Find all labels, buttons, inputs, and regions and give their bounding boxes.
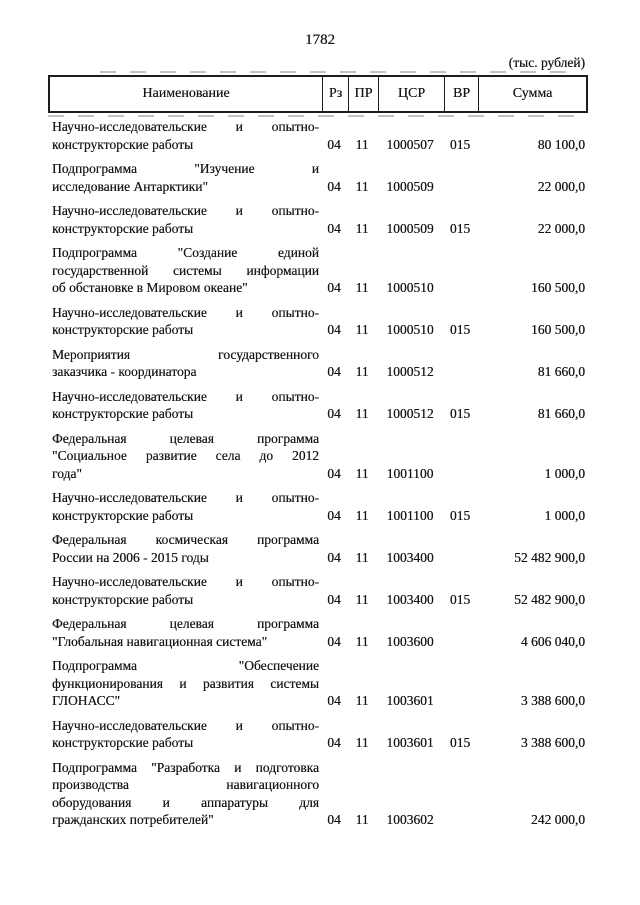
row-sum-value: 22 000,0 <box>537 220 585 236</box>
row-rz-code: 04 <box>327 220 341 236</box>
row-rz-code: 04 <box>327 406 341 421</box>
row-rz-code: 04 <box>327 549 341 565</box>
row-pr-code: 11 <box>355 591 369 607</box>
row-vr-code: 015 <box>449 406 471 421</box>
row-rz-code: 04 <box>327 280 341 295</box>
row-sum-value: 80 100,0 <box>537 136 585 152</box>
row-name <box>48 118 321 153</box>
row-name <box>48 531 321 566</box>
row-pr-code: 11 <box>355 178 369 194</box>
row-pr-code: 11 <box>355 549 369 565</box>
row-rz-code: 04 <box>327 591 341 607</box>
row-pr-code: 11 <box>355 322 369 337</box>
row-name-line: государственной системы информации <box>52 262 319 278</box>
row-name-line: гражданских потребителей" <box>52 812 214 827</box>
row-name <box>48 346 321 381</box>
row-name <box>48 717 321 752</box>
row-vr-code: 015 <box>449 591 471 607</box>
row-csr-code: 1000507 <box>386 136 434 152</box>
page-number: 1782 <box>305 32 335 48</box>
row-rz-code: 04 <box>327 178 341 194</box>
column-header-rz: Рз <box>323 77 349 111</box>
row-pr-code: 11 <box>355 633 369 649</box>
row-name <box>48 573 321 608</box>
row-sum-value: 1 000,0 <box>544 465 585 481</box>
row-csr-code: 1000512 <box>386 364 434 379</box>
row-name-line: исследование Антарктики" <box>52 178 208 194</box>
row-rz-code: 04 <box>327 735 341 750</box>
row-name-line: Мероприятия государственного <box>52 346 319 362</box>
row-pr-code: 11 <box>355 465 369 481</box>
row-rz-code: 04 <box>327 507 341 523</box>
row-name <box>48 759 321 829</box>
row-pr-code: 11 <box>355 364 369 379</box>
row-csr-code: 1000510 <box>386 322 434 337</box>
row-rz-code: 04 <box>327 812 341 827</box>
row-csr-code: 1001100 <box>386 507 434 523</box>
row-csr-code: 1003601 <box>386 693 434 708</box>
table-row <box>48 304 588 339</box>
row-sum-value: 4 606 040,0 <box>520 633 585 649</box>
row-name <box>48 430 321 483</box>
table-row <box>48 615 588 650</box>
row-name <box>48 388 321 423</box>
row-name-line: Федеральная космическая программа <box>52 532 319 547</box>
row-name-line: конструкторские работы <box>52 591 194 607</box>
row-name-line: конструкторские работы <box>52 507 194 523</box>
table-row <box>48 346 588 381</box>
row-name-line: "Социальное развитие села до 2012 <box>52 448 319 463</box>
row-name <box>48 657 321 710</box>
row-sum-value: 81 660,0 <box>537 406 585 421</box>
row-name-line: года" <box>52 465 82 481</box>
column-header-vr: ВР <box>445 77 479 111</box>
row-sum-value: 1 000,0 <box>544 507 585 523</box>
row-name-line: Научно-исследовательские и опытно- <box>52 388 319 404</box>
row-rz-code: 04 <box>327 465 341 481</box>
table-row <box>48 489 588 524</box>
row-pr-code: 11 <box>355 812 369 827</box>
row-name-line: Научно-исследовательские и опытно- <box>52 304 319 320</box>
row-pr-code: 11 <box>355 735 369 750</box>
row-name-line: конструкторские работы <box>52 136 194 152</box>
row-vr-code: 015 <box>449 735 471 750</box>
table-row <box>48 531 588 566</box>
row-rz-code: 04 <box>327 364 341 379</box>
row-name <box>48 202 321 237</box>
row-name-line: Федеральная целевая программа <box>52 430 319 446</box>
table-row <box>48 388 588 423</box>
table-row <box>48 717 588 752</box>
row-rz-code: 04 <box>327 136 341 152</box>
row-name-line: Научно-исследовательские и опытно- <box>52 203 319 218</box>
row-sum-value: 52 482 900,0 <box>514 549 585 565</box>
table-row <box>48 160 588 195</box>
row-name-line: Научно-исследовательские и опытно- <box>52 717 319 733</box>
row-name-line: Научно-исследовательские и опытно- <box>52 119 319 134</box>
row-name-line: оборудования и аппаратуры для <box>52 794 319 810</box>
row-rz-code: 04 <box>327 633 341 649</box>
table-row <box>48 430 588 483</box>
row-vr-code: 015 <box>449 322 471 337</box>
scan-artifact-bottom <box>48 115 588 117</box>
row-rz-code: 04 <box>327 693 341 708</box>
row-sum-value: 160 500,0 <box>531 280 585 295</box>
table-row <box>48 202 588 237</box>
row-name-line: функционирования и развития системы <box>52 675 319 691</box>
row-name-line: Подпрограмма "Изучение и <box>52 161 319 176</box>
scan-artifact-top <box>100 71 572 73</box>
row-sum-value: 3 388 600,0 <box>520 693 585 708</box>
row-name-line: Федеральная целевая программа <box>52 616 319 631</box>
table-row <box>48 244 588 297</box>
row-rz-code: 04 <box>327 322 341 337</box>
row-name-line: Научно-исследовательские и опытно- <box>52 490 319 505</box>
row-pr-code: 11 <box>355 220 369 236</box>
row-name <box>48 615 321 650</box>
row-sum-value: 52 482 900,0 <box>514 591 585 607</box>
row-name <box>48 160 321 195</box>
row-csr-code: 1003600 <box>386 633 434 649</box>
row-csr-code: 1003601 <box>386 735 434 750</box>
row-csr-code: 1000509 <box>386 220 434 236</box>
table-body <box>48 118 588 829</box>
row-sum-value: 3 388 600,0 <box>520 735 585 750</box>
row-name <box>48 244 321 297</box>
table-row <box>48 118 588 153</box>
row-name-line: Научно-исследовательские и опытно- <box>52 574 319 589</box>
row-name-line: Подпрограмма "Разработка и подготовка <box>52 759 319 775</box>
row-vr-code: 015 <box>449 507 471 523</box>
row-name-line: конструкторские работы <box>52 220 194 236</box>
column-header-sum: Сумма <box>512 86 553 101</box>
row-csr-code: 1003400 <box>386 549 434 565</box>
row-sum-value: 160 500,0 <box>531 322 585 337</box>
row-name-line: конструкторские работы <box>52 735 194 750</box>
row-sum-value: 242 000,0 <box>531 812 585 827</box>
row-name <box>48 304 321 339</box>
row-csr-code: 1000509 <box>386 178 434 194</box>
row-name-line: об обстановке в Мировом океане" <box>52 280 248 295</box>
row-csr-code: 1003602 <box>386 812 434 827</box>
row-sum-value: 22 000,0 <box>537 178 585 194</box>
row-name-line: Подпрограмма "Обеспечение <box>52 658 319 673</box>
row-pr-code: 11 <box>355 406 369 421</box>
row-pr-code: 11 <box>355 693 369 708</box>
row-csr-code: 1001100 <box>386 465 434 481</box>
row-name-line: России на 2006 - 2015 годы <box>52 549 209 565</box>
row-csr-code: 1003400 <box>386 591 434 607</box>
row-vr-code: 015 <box>449 220 471 236</box>
row-name-line: "Глобальная навигационная система" <box>52 633 268 649</box>
column-header-csr: ЦСР <box>379 77 445 111</box>
table-row <box>48 657 588 710</box>
row-csr-code: 1000510 <box>386 280 434 295</box>
row-name-line: производства навигационного <box>52 777 319 792</box>
row-pr-code: 11 <box>355 136 369 152</box>
row-name-line: конструкторские работы <box>52 406 194 421</box>
row-pr-code: 11 <box>355 280 369 295</box>
row-name-line: заказчика - координатора <box>52 364 197 379</box>
column-header-name: Наименование <box>50 77 323 111</box>
column-header-pr: ПР <box>349 77 379 111</box>
row-name-line: ГЛОНАСС" <box>52 693 121 708</box>
units-note: (тыс. рублей) <box>508 55 585 70</box>
row-pr-code: 11 <box>355 507 369 523</box>
row-name-line: Подпрограмма "Создание единой <box>52 245 319 260</box>
row-sum-value: 81 660,0 <box>537 364 585 379</box>
row-name-line: конструкторские работы <box>52 322 194 337</box>
row-name <box>48 489 321 524</box>
row-csr-code: 1000512 <box>386 406 434 421</box>
row-vr-code: 015 <box>449 136 471 152</box>
table-header <box>48 75 588 113</box>
table-row <box>48 573 588 608</box>
table-row <box>48 759 588 829</box>
